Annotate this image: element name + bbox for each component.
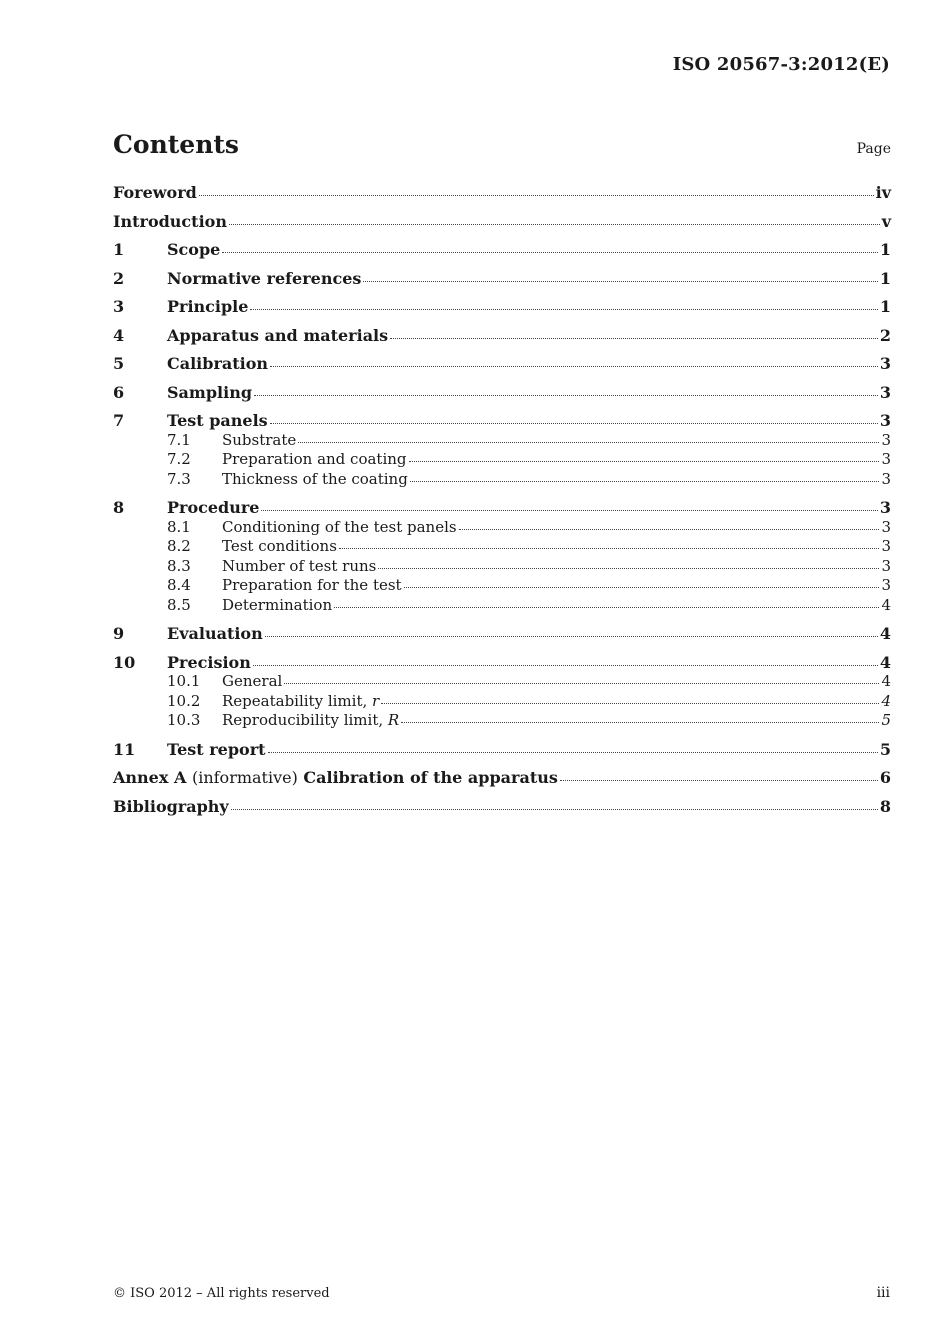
dot-leader	[410, 480, 880, 482]
toc-title: Thickness of the coating	[222, 469, 408, 488]
toc-title: Procedure	[167, 498, 260, 517]
toc-title: Introduction	[113, 211, 227, 231]
toc-title	[222, 692, 379, 712]
toc-entry-test-runs[interactable]	[113, 557, 891, 577]
toc-number: 4	[113, 325, 125, 345]
toc-page: 3	[879, 411, 891, 430]
dot-leader	[261, 509, 877, 511]
toc-title: Sampling	[167, 382, 253, 402]
toc-title: Normative references	[167, 268, 362, 288]
dot-leader	[401, 721, 879, 723]
toc-page: 1	[879, 297, 891, 316]
toc-entry-reproducibility[interactable]	[113, 711, 891, 731]
toc-page: 3	[881, 517, 891, 536]
toc-entry-annex-a[interactable]	[113, 768, 891, 788]
toc-title: Conditioning of the test panels	[222, 517, 457, 536]
toc-number: 8.1	[167, 517, 191, 536]
dot-leader	[268, 751, 878, 753]
toc-title-variable: r	[372, 691, 380, 710]
toc-entry-procedure[interactable]	[113, 498, 891, 518]
toc-title	[113, 768, 558, 788]
toc-page: 4	[881, 595, 891, 614]
toc-title: Apparatus and materials	[167, 325, 389, 345]
toc-number: 11	[113, 739, 136, 759]
toc-title: Test report	[167, 739, 266, 759]
toc-entry-principle[interactable]	[113, 297, 891, 317]
toc-title: Preparation and coating	[222, 450, 407, 468]
toc-entry-sampling[interactable]	[113, 383, 891, 403]
dot-leader	[270, 422, 878, 424]
toc-title: Preparation for the test	[222, 576, 402, 594]
toc-number: 8.4	[167, 576, 191, 594]
toc-title: Number of test runs	[222, 556, 377, 575]
toc-entry-determination[interactable]	[113, 596, 891, 616]
toc-page: 5	[881, 711, 891, 729]
annex-title: Calibration of the apparatus	[303, 768, 558, 787]
toc-page: 2	[879, 325, 891, 345]
toc-number: 6	[113, 382, 125, 402]
toc-number: 9	[113, 624, 125, 643]
dot-leader	[390, 337, 878, 339]
toc-page: 8	[879, 796, 891, 816]
toc-number: 8.3	[167, 556, 191, 575]
toc-page: 3	[881, 556, 891, 575]
toc-entry-test-report[interactable]	[113, 740, 891, 760]
dot-leader	[378, 567, 879, 569]
toc-number: 8.5	[167, 595, 191, 614]
toc-title: Principle	[167, 297, 249, 316]
toc-entry-preparation-test[interactable]	[113, 576, 891, 596]
dot-leader	[222, 251, 878, 253]
toc-number: 8	[113, 498, 125, 517]
dot-leader	[560, 779, 878, 781]
toc-number: 2	[113, 268, 125, 288]
toc-page: 3	[879, 498, 891, 517]
toc-entry-normative-references[interactable]	[113, 269, 891, 289]
dot-leader	[231, 808, 878, 810]
dot-leader	[199, 194, 874, 196]
toc-page: 1	[879, 240, 891, 259]
toc-page: 3	[881, 576, 891, 594]
toc-title: General	[222, 672, 283, 690]
toc-number: 1	[113, 240, 125, 259]
toc-number: 10.2	[167, 691, 201, 710]
dot-leader	[298, 441, 879, 443]
toc-entry-introduction[interactable]	[113, 212, 891, 232]
contents-title: Contents	[113, 130, 240, 159]
toc-number: 7.1	[167, 430, 191, 449]
toc-page: 3	[881, 450, 891, 468]
toc-title-variable: R	[387, 711, 400, 729]
toc-number: 10	[113, 652, 136, 672]
dot-leader	[459, 528, 880, 530]
toc-title: Calibration	[167, 354, 269, 373]
toc-title-text: Repeatability limit,	[222, 691, 373, 710]
toc-title: Evaluation	[167, 624, 263, 643]
toc-page: 4	[881, 672, 891, 690]
toc-page: 4	[879, 624, 891, 643]
annex-label: Annex A	[113, 768, 187, 787]
toc-entry-foreword[interactable]	[113, 183, 891, 203]
toc-page: 3	[879, 354, 891, 373]
dot-leader	[253, 664, 878, 666]
toc-page: 6	[879, 768, 891, 787]
dot-leader	[339, 547, 880, 549]
toc-page: v	[881, 211, 891, 231]
annex-type: (informative)	[191, 768, 298, 787]
toc-entry-preparation-coating[interactable]	[113, 450, 891, 470]
toc-entry-precision[interactable]	[113, 653, 891, 673]
toc-page: 3	[881, 469, 891, 488]
dot-leader	[409, 460, 880, 462]
toc-entry-repeatability[interactable]	[113, 692, 891, 712]
toc-entry-evaluation[interactable]	[113, 624, 891, 644]
toc-title: Determination	[222, 595, 333, 614]
toc-entry-apparatus[interactable]	[113, 326, 891, 346]
page-column-label: Page	[856, 141, 891, 157]
toc-title: Scope	[167, 240, 221, 259]
toc-number: 10.3	[167, 711, 201, 729]
dot-leader	[381, 702, 879, 704]
toc-entry-coating-thickness[interactable]	[113, 470, 891, 490]
toc-number: 5	[113, 354, 125, 373]
dot-leader	[265, 635, 878, 637]
toc-entry-bibliography[interactable]	[113, 797, 891, 817]
dot-leader	[404, 586, 880, 588]
copyright-notice: © ISO 2012 – All rights reserved	[113, 1286, 330, 1301]
toc-title: Test conditions	[222, 537, 337, 555]
toc-entry-scope[interactable]	[113, 240, 891, 260]
toc-page: 3	[881, 537, 891, 555]
toc-title: Substrate	[222, 430, 297, 449]
toc-number: 7	[113, 411, 125, 430]
toc-page: iv	[875, 183, 891, 202]
table-of-contents	[113, 183, 891, 816]
toc-title	[222, 711, 399, 731]
toc-entry-test-panels[interactable]	[113, 411, 891, 431]
toc-number: 8.2	[167, 537, 191, 555]
toc-entry-calibration[interactable]	[113, 354, 891, 374]
toc-number: 7.3	[167, 469, 191, 488]
toc-number: 10.1	[167, 672, 201, 690]
toc-page: 4	[879, 652, 891, 672]
dot-leader	[334, 606, 879, 608]
dot-leader	[363, 280, 877, 282]
document-identifier: ISO 20567-3:2012(E)	[672, 54, 890, 75]
toc-page: 3	[881, 430, 891, 449]
toc-title: Precision	[167, 652, 251, 672]
page-number: iii	[876, 1285, 890, 1301]
toc-number: 7.2	[167, 450, 191, 468]
dot-leader	[284, 682, 879, 684]
dot-leader	[250, 308, 877, 310]
toc-entry-conditioning[interactable]	[113, 518, 891, 538]
toc-title: Bibliography	[113, 796, 229, 816]
toc-number: 3	[113, 297, 125, 316]
toc-page: 4	[881, 691, 891, 710]
toc-page: 1	[879, 268, 891, 288]
toc-page: 5	[879, 739, 891, 759]
dot-leader	[270, 365, 878, 367]
toc-title: Test panels	[167, 411, 268, 430]
toc-title-text: Reproducibility limit,	[222, 711, 388, 729]
toc-title: Foreword	[113, 183, 197, 202]
contents-heading	[113, 130, 891, 159]
toc-entry-test-conditions[interactable]	[113, 537, 891, 557]
toc-entry-general[interactable]	[113, 672, 891, 692]
toc-page: 3	[879, 382, 891, 402]
dot-leader	[254, 394, 878, 396]
toc-entry-substrate[interactable]	[113, 431, 891, 451]
dot-leader	[229, 223, 880, 225]
